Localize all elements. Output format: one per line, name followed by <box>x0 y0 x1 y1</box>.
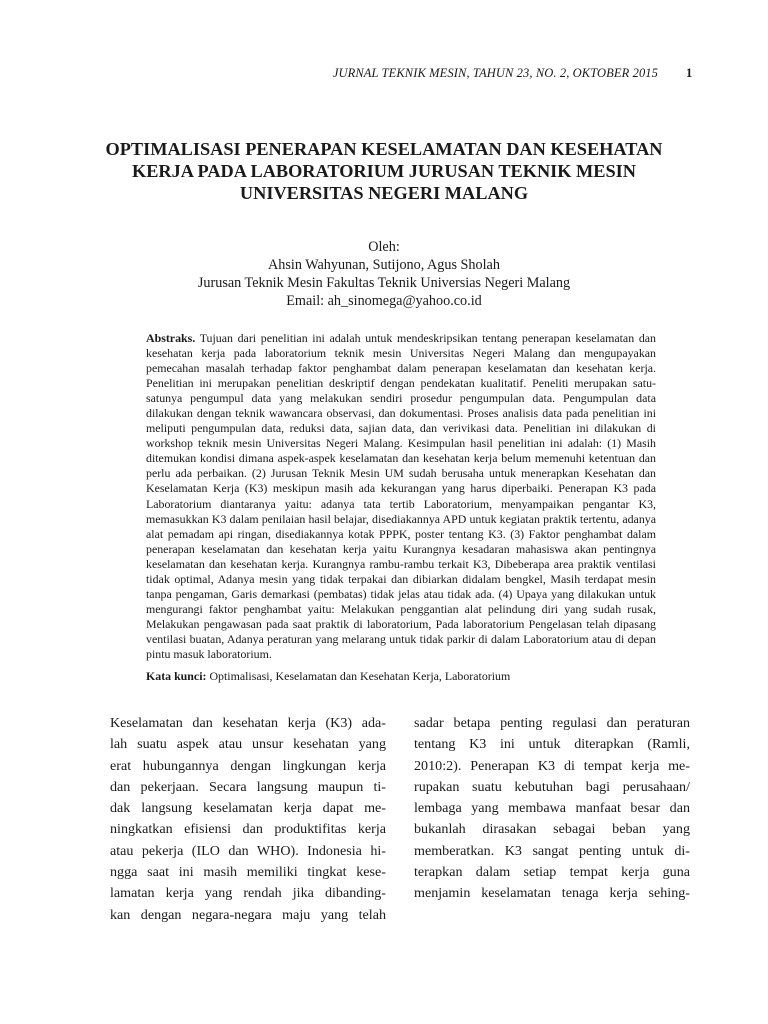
article-title <box>100 138 668 204</box>
body-line: ngga saat ini masih memiliki tingkat kese- <box>110 864 386 881</box>
running-header: JURNAL TEKNIK MESIN, TAHUN 23, NO. 2, OKTOBER 2015 <box>332 66 658 80</box>
body-column-right <box>414 713 690 905</box>
keywords-label: Kata kunci: <box>146 669 207 683</box>
abstract <box>146 331 656 662</box>
body-column-left <box>110 713 386 926</box>
body-line: lah suatu aspek atau unsur kesehatan yang <box>110 736 386 753</box>
page-number: 1 <box>686 66 693 80</box>
title-line: UNIVERSITAS NEGERI MALANG <box>239 183 529 203</box>
body-line: rupakan suatu kebutuhan bagi perusahaan/ <box>414 778 690 795</box>
by-label: Oleh: <box>368 239 400 255</box>
body-line: dak langsung keselamatan kerja dapat me- <box>110 800 386 817</box>
body-line: sadar betapa penting regulasi dan peraturan <box>414 715 690 731</box>
authors: Ahsin Wahyunan, Sutijono, Agus Sholah <box>268 257 500 273</box>
abstract-label: Abstraks. <box>146 331 196 345</box>
body-line: tentang K3 ini untuk diterapkan (Ramli, <box>414 736 690 753</box>
body-line: erat hubungannya dengan lingkungan kerja <box>110 757 386 774</box>
body-line: lamatan kerja yang rendah jika dibanding- <box>110 885 386 902</box>
abstract-text: Tujuan dari penelitian ini adalah untuk mendeskripsikan tentang penerapan keselamatan dan kesehatan kerja pada laboratorium teknik mesin Universitas Negeri Malang dan mengupayakan pemecahan masalah terhadap faktor penghambat dalam penerapan keselamatan dan kesehatan kerja. Penelitian ini merupakan penelitian deskriptif dengan pendekatan kualitatif. Peneliti merupakan satu-satunya pengumpul data yang melakukan sendiri prosedur pengumpulan data. Pengumpulan data dilakukan dengan teknik wawancara observasi, dan dokumentasi. Proses analisis data pada penelitian ini meliputi pengumpulan data, reduksi data, sajian data, dan verivikasi data. Penelitian ini dilakukan di workshop teknik mesin Universitas Negeri Malang. Kesimpulan hasil penelitian ini adalah: (1) Masih ditemukan kondisi dimana aspek-aspek keselamatan dan kesehatan kerja belum memenuhi ketentuan dan perlu ada perbaikan. (2) Jurusan Teknik Mesin UM sudah berusaha untuk menerapkan Kesehatan dan Keselamatan Kerja (K3) meskipun masih ada kekurangan yang harus diperbaiki. Penerapan K3 pada Laboratorium diantaranya yaitu: adanya tata tertib Laboratorium, menyampaikan pengantar K3, memasukkan K3 dalam penilaian hasil belajar, disediakannya APD untuk kegiatan praktik tertentu, adanya alat pemadam api ringan, disediakannya kotak PPPK, poster tentang K3. (3) Faktor penghambat dalam penerapan keselamatan dan kesehatan kerja yaitu Kurangnya kesadaran mahasiswa akan pentingnya keselamatan dan kesehatan kerja. Kurangnya rambu-rambu terkait K3, Dibeberapa area praktik ventilasi tidak optimal, Adanya mesin yang tidak terpakai dan dibiarkan didalam bengkel, Masih terdapat mesin tanpa pengaman, Garis demarkasi (pembatas) tidak jelas atau tidak ada. (4) Upaya yang dilakukan untuk mengurangi faktor penghambat yaitu: Melakukan penggantian alat pelindung diri yang sudah rusak, Melakukan pengawasan pada saat praktik di laboratorium, Pada laboratorium Pengelasan telah dipasang ventilasi buatan, Adanya peraturan yang melarang untuk tidak parkir di dalam Laboratorium atau di depan pintu masuk laboratorium. <box>146 331 656 661</box>
title-line: OPTIMALISASI PENERAPAN KESELAMATAN DAN KESEHATAN <box>105 139 663 159</box>
keywords-text: Optimalisasi, Keselamatan dan Kesehatan Kerja, Laboratorium <box>209 669 511 683</box>
body-line: lembaga yang membawa manfaat besar dan <box>414 800 690 817</box>
keywords <box>146 669 656 684</box>
title-line: KERJA PADA LABORATORIUM JURUSAN TEKNIK MESIN <box>132 161 636 181</box>
body-line: terapkan dalam setiap tempat kerja guna <box>414 864 690 881</box>
body-line: dan pekerjaan. Secara langsung maupun ti- <box>110 778 386 795</box>
body-line: menjamin keselamatan tenaga kerja sehing- <box>414 885 690 902</box>
body-line: memberatkan. K3 sangat penting untuk di- <box>414 842 690 859</box>
body-line: bukanlah dirasakan sebagai beban yang <box>414 821 690 838</box>
body-line: ningkatkan efisiensi dan produktifitas kerja <box>110 821 386 838</box>
body-line: Keselamatan dan kesehatan kerja (K3) ada- <box>110 715 386 731</box>
body-line: kan dengan negara-negara maju yang telah <box>110 906 386 923</box>
affiliation: Jurusan Teknik Mesin Fakultas Teknik Universias Negeri Malang <box>197 275 571 291</box>
byline <box>130 238 638 310</box>
body-line: 2010:2). Penerapan K3 di tempat kerja me- <box>414 757 690 774</box>
body-line: atau pekerja (ILO dan WHO). Indonesia hi- <box>110 842 386 859</box>
email: Email: ah_sinomega@yahoo.co.id <box>286 293 482 309</box>
